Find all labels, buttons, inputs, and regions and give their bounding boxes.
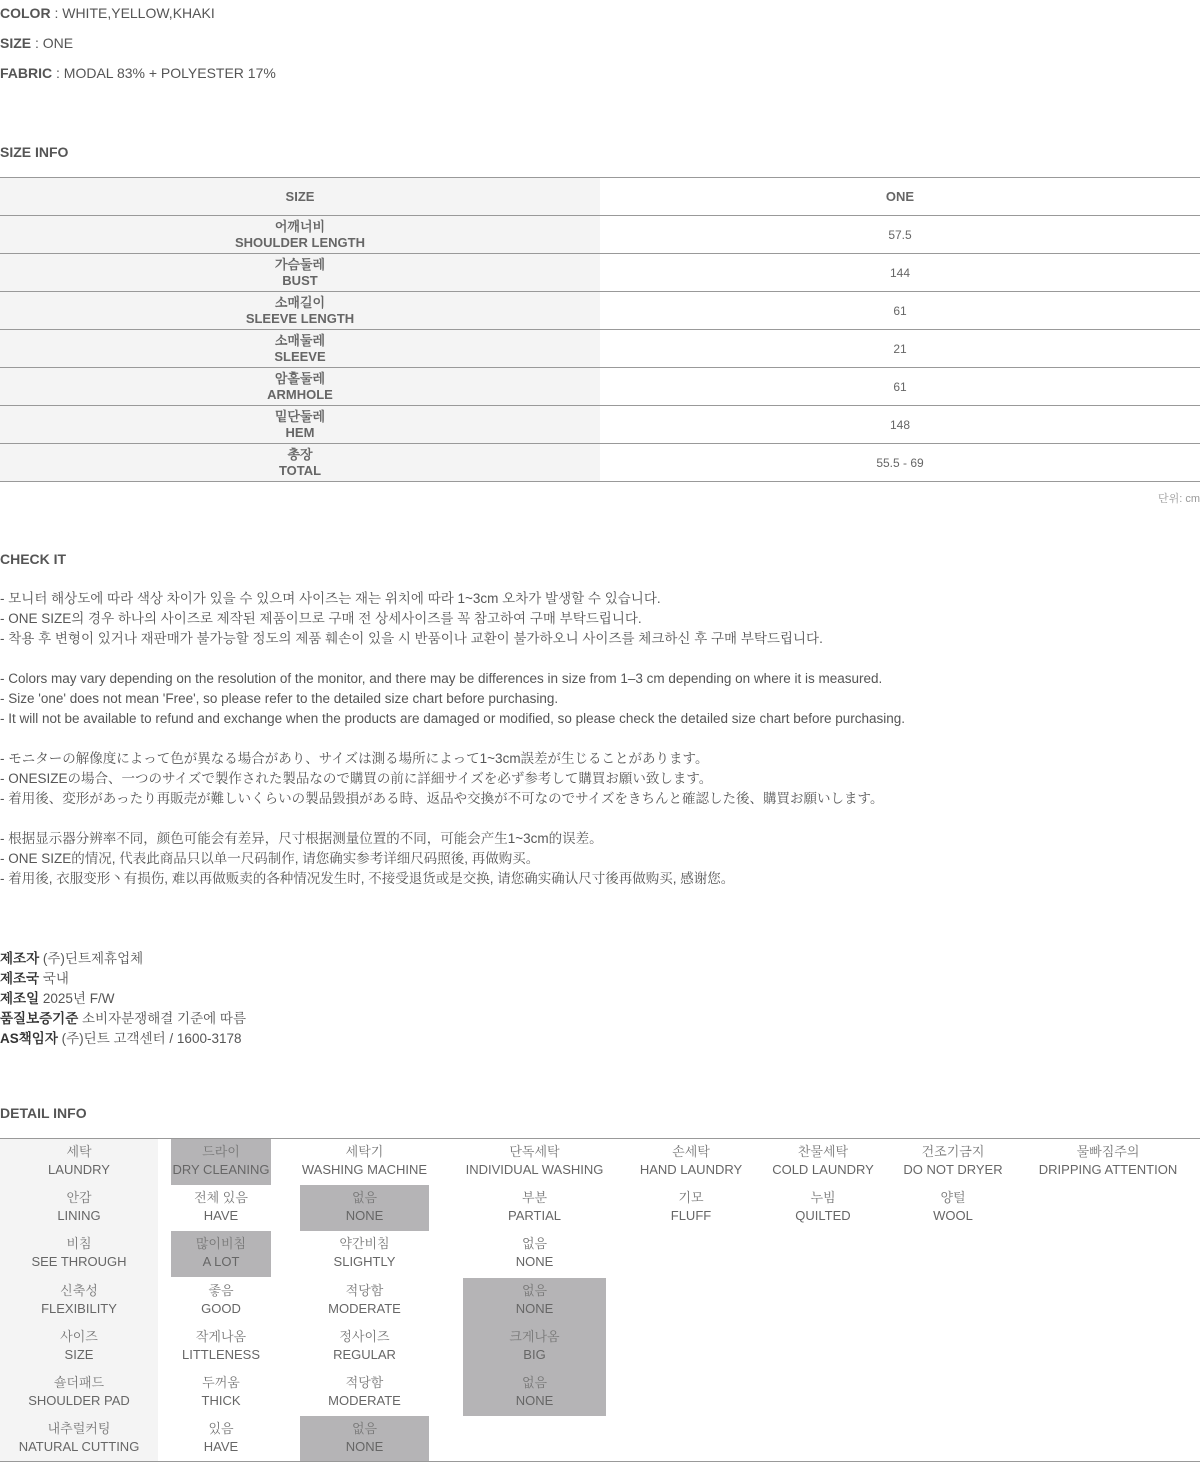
size-table-row (0, 444, 1200, 482)
detail-en: DRIPPING ATTENTION (1038, 1162, 1178, 1177)
detail-kr: 비침 (66, 1236, 92, 1251)
detail-option (171, 1416, 271, 1462)
detail-kr: 없음 (351, 1421, 378, 1436)
detail-kr: 전체 있음 (194, 1190, 248, 1205)
detail-row-label (0, 1139, 158, 1185)
size-row-value: 21 (600, 330, 1200, 368)
detail-en: NATURAL CUTTING (18, 1439, 140, 1454)
size-row-label (0, 406, 600, 444)
detail-en: MODERATE (328, 1393, 401, 1408)
detail-kr: 정사이즈 (339, 1329, 390, 1344)
check-note-ko: - ONE SIZE의 경우 하나의 사이즈로 제작된 제품이므로 구매 전 상세사이즈를 꼭 참고하여 구매 부탁드립니다. (0, 611, 642, 626)
detail-kr: 숄더패드 (53, 1375, 105, 1390)
size-row-label-en: HEM (285, 424, 315, 440)
detail-kr: 양털 (940, 1190, 966, 1205)
check-notes-chinese (0, 829, 734, 889)
detail-kr: 적당함 (345, 1283, 384, 1298)
maker-info-value: 2025년 F/W (39, 991, 115, 1006)
size-row-label (0, 216, 600, 254)
check-note-zh: - ONE SIZE的情况, 代表此商品只以单一尺码制作, 请您确实参考详细尺码照後, 再做购买。 (0, 851, 540, 866)
detail-en: THICK (201, 1393, 241, 1408)
maker-info-row (0, 1009, 246, 1029)
detail-kr: 있음 (208, 1421, 234, 1436)
size-row-label-kr: 암홀둘레 (274, 370, 326, 386)
spec-color (0, 5, 215, 21)
size-row-label-en: SLEEVE LENGTH (245, 310, 355, 326)
detail-kr: 세탁 (66, 1144, 92, 1159)
check-notes-english (0, 669, 905, 729)
size-table-row (0, 406, 1200, 444)
detail-kr: 약간비침 (339, 1236, 390, 1251)
size-row-label-kr: 가슴둘레 (274, 256, 326, 272)
maker-info-label: 제조자 (0, 951, 40, 966)
maker-info-row (0, 949, 246, 969)
maker-info-row (0, 1029, 246, 1049)
size-row-label-kr: 총장 (287, 446, 313, 462)
detail-option (300, 1139, 429, 1185)
detail-option (300, 1278, 429, 1324)
size-row-label-en: SLEEVE (274, 348, 326, 364)
detail-kr: 안감 (66, 1190, 92, 1205)
detail-en: SEE THROUGH (31, 1254, 127, 1269)
maker-info-value: (주)딘트제휴업체 (39, 951, 144, 966)
size-table-header-row (0, 178, 1200, 216)
detail-kr: 크게나옴 (509, 1329, 560, 1344)
detail-kr: 없음 (521, 1236, 548, 1251)
detail-en: FLEXIBILITY (41, 1301, 117, 1316)
size-info-title: SIZE INFO (0, 144, 69, 160)
size-table (0, 177, 1200, 482)
maker-info-label: 제조일 (0, 991, 40, 1006)
detail-en: COLD LAUNDRY (772, 1162, 874, 1177)
check-it-title: CHECK IT (0, 551, 67, 567)
detail-option (1020, 1139, 1196, 1185)
maker-info-row (0, 989, 246, 1009)
detail-row-label (0, 1231, 158, 1277)
size-row-value: 144 (600, 254, 1200, 292)
detail-kr: 부분 (521, 1190, 548, 1205)
detail-option (890, 1139, 1016, 1185)
detail-en: QUILTED (795, 1208, 851, 1223)
size-row-value: 148 (600, 406, 1200, 444)
detail-option-selected (300, 1185, 429, 1231)
detail-en: NONE (515, 1393, 554, 1408)
detail-kr: 단독세탁 (509, 1144, 560, 1159)
size-table-row (0, 216, 1200, 254)
detail-en: NONE (345, 1208, 384, 1223)
detail-row-label (0, 1185, 158, 1231)
detail-kr: 사이즈 (60, 1329, 98, 1344)
detail-en: HAVE (203, 1208, 239, 1223)
detail-kr: 좋음 (208, 1283, 234, 1298)
detail-option (300, 1324, 429, 1370)
detail-row-label (0, 1324, 158, 1370)
detail-en: LINING (57, 1208, 101, 1223)
size-table-row (0, 254, 1200, 292)
size-row-label-kr: 밑단둘레 (274, 408, 326, 424)
detail-kr: 없음 (521, 1375, 548, 1390)
detail-kr: 내추럴커팅 (47, 1421, 111, 1436)
check-note-ko: - 착용 후 변형이 있거나 재판매가 불가능할 정도의 제품 훼손이 있을 시 반품이나 교환이 불가하오니 사이즈를 체크하신 후 구매 부탁드립니다. (0, 631, 823, 646)
detail-option-selected (463, 1278, 606, 1324)
detail-en: SIZE (64, 1347, 94, 1362)
detail-kr: 찬물세탁 (797, 1144, 849, 1159)
detail-option-selected (171, 1139, 271, 1185)
detail-option (890, 1185, 1016, 1231)
size-row-label-en: BUST (282, 272, 318, 288)
size-table-row (0, 368, 1200, 406)
size-row-value: 57.5 (600, 216, 1200, 254)
check-note-zh: - 根据显示器分辨率不同，颜色可能会有差异，尺寸根据测量位置的不同，可能会产生1~3cm的误差。 (0, 831, 603, 846)
detail-option (300, 1231, 429, 1277)
maker-info-label: 품질보증기준 (0, 1011, 79, 1026)
detail-en: PARTIAL (508, 1208, 561, 1223)
detail-en: DO NOT DRYER (903, 1162, 1003, 1177)
detail-kr: 많이비침 (195, 1236, 247, 1251)
detail-option (171, 1370, 271, 1416)
maker-info-label: 제조국 (0, 971, 40, 986)
detail-row-label (0, 1370, 158, 1416)
detail-option (626, 1139, 756, 1185)
detail-option (463, 1185, 606, 1231)
spec-color-value: : WHITE,YELLOW,KHAKI (50, 5, 215, 21)
check-note-ja: - 着用後、変形があったり再販売が難しいくらいの製品毀損がある時、返品や交換が不可なのでサイズをきちんと確認した後、購買お願いします。 (0, 791, 884, 806)
maker-info-row (0, 969, 246, 989)
detail-option (171, 1278, 271, 1324)
detail-en: BIG (523, 1347, 546, 1362)
size-table-row (0, 292, 1200, 330)
detail-option (626, 1185, 756, 1231)
check-note-ja: - ONESIZEの場合、一つのサイズで製作された製品なので購買の前に詳細サイズを必ず参考して購買お願い致します。 (0, 771, 713, 786)
detail-en: NONE (515, 1254, 554, 1269)
detail-kr: 적당함 (345, 1375, 384, 1390)
size-table-row (0, 330, 1200, 368)
detail-row-label (0, 1278, 158, 1324)
spec-size-label: SIZE (0, 35, 32, 51)
detail-kr: 누빔 (810, 1190, 836, 1205)
size-row-label (0, 368, 600, 406)
detail-en: INDIVIDUAL WASHING (465, 1162, 604, 1177)
detail-en: REGULAR (333, 1347, 396, 1362)
size-row-value: 61 (600, 292, 1200, 330)
detail-option-selected (300, 1416, 429, 1462)
check-note-zh: - 着用後, 衣服变形丶有损伤, 难以再做贩卖的各种情况发生时, 不接受退货或是交换, 请您确实确认尺寸後再做购买, 感谢您。 (0, 871, 735, 886)
spec-color-label: COLOR (0, 5, 51, 21)
detail-option (760, 1185, 886, 1231)
maker-info (0, 949, 246, 1049)
detail-en: A LOT (202, 1254, 240, 1269)
check-note-ja: - モニターの解像度によって色が異なる場合があり、サイズは測る場所によって1~3cm誤差が生じることがあります。 (0, 751, 709, 766)
detail-kr: 손세탁 (672, 1144, 710, 1159)
size-header-label: SIZE (0, 178, 600, 216)
size-row-label-kr: 소매길이 (274, 294, 326, 310)
detail-en: SLIGHTLY (333, 1254, 396, 1269)
detail-kr: 없음 (351, 1190, 378, 1205)
detail-en: LAUNDRY (48, 1162, 110, 1177)
detail-kr: 기모 (678, 1190, 704, 1205)
spec-size (0, 35, 73, 51)
detail-option (463, 1139, 606, 1185)
detail-option (300, 1370, 429, 1416)
check-note-ko: - 모니터 해상도에 따라 색상 차이가 있을 수 있으며 사이즈는 재는 위치에 따라 1~3cm 오차가 발생할 수 있습니다. (0, 591, 661, 606)
detail-en: FLUFF (670, 1208, 712, 1223)
spec-fabric (0, 65, 276, 81)
size-row-label-kr: 소매둘레 (274, 332, 326, 348)
size-row-label-kr: 어깨너비 (274, 218, 326, 234)
detail-kr: 물빠짐주의 (1076, 1144, 1140, 1159)
check-notes-japanese (0, 749, 883, 809)
maker-info-value: 소비자분쟁해결 기준에 따름 (78, 1011, 246, 1026)
detail-option-selected (171, 1231, 271, 1277)
detail-option (171, 1185, 271, 1231)
maker-info-value: (주)딘트 고객센터 / 1600-3178 (57, 1031, 242, 1046)
detail-en: GOOD (201, 1301, 241, 1316)
detail-en: LITTLENESS (181, 1347, 261, 1362)
size-row-value: 61 (600, 368, 1200, 406)
check-note-en: - It will not be available to refund and exchange when the products are damaged or modified, so please check the detailed size chart before purchasing. (0, 711, 906, 726)
detail-en: MODERATE (328, 1301, 401, 1316)
detail-option-selected (463, 1370, 606, 1416)
check-notes-korean (0, 589, 823, 649)
detail-info-title: DETAIL INFO (0, 1105, 87, 1121)
spec-fabric-label: FABRIC (0, 65, 53, 81)
detail-en: WOOL (933, 1208, 973, 1223)
size-row-label (0, 444, 600, 482)
detail-en: NONE (515, 1301, 554, 1316)
detail-kr: 건조기금지 (921, 1144, 985, 1159)
size-row-label-en: TOTAL (278, 462, 322, 478)
check-note-en: - Colors may vary depending on the resolution of the monitor, and there may be differences in size from 1–3 cm depending on where it is measured. (0, 671, 883, 686)
maker-info-value: 국내 (39, 971, 69, 986)
maker-info-label: AS책임자 (0, 1031, 58, 1046)
size-row-label (0, 292, 600, 330)
detail-en: HAVE (203, 1439, 239, 1454)
check-note-en: - Size 'one' does not mean 'Free', so please refer to the detailed size chart before purchasing. (0, 691, 559, 706)
detail-en: DRY CLEANING (172, 1162, 270, 1177)
detail-option (171, 1324, 271, 1370)
detail-option (463, 1231, 606, 1277)
detail-kr: 작게나옴 (195, 1329, 247, 1344)
size-header-value: ONE (600, 178, 1200, 216)
detail-option (760, 1139, 886, 1185)
detail-en: HAND LAUNDRY (639, 1162, 743, 1177)
size-row-label (0, 254, 600, 292)
detail-en: SHOULDER PAD (28, 1393, 130, 1408)
detail-kr: 없음 (521, 1283, 548, 1298)
detail-kr: 세탁기 (345, 1144, 384, 1159)
detail-kr: 신축성 (60, 1283, 98, 1298)
size-unit: 단위: cm (1157, 493, 1200, 505)
detail-option-selected (463, 1324, 606, 1370)
detail-en: WASHING MACHINE (301, 1162, 428, 1177)
spec-fabric-value: : MODAL 83% + POLYESTER 17% (52, 65, 276, 81)
size-row-label (0, 330, 600, 368)
detail-kr: 두꺼움 (202, 1375, 240, 1390)
spec-size-value: : ONE (31, 35, 74, 51)
size-row-label-en: ARMHOLE (267, 386, 333, 402)
detail-en: NONE (345, 1439, 384, 1454)
detail-row-label (0, 1416, 158, 1462)
size-row-value: 55.5 - 69 (600, 444, 1200, 482)
size-row-label-en: SHOULDER LENGTH (235, 234, 365, 250)
detail-kr: 드라이 (202, 1144, 240, 1159)
